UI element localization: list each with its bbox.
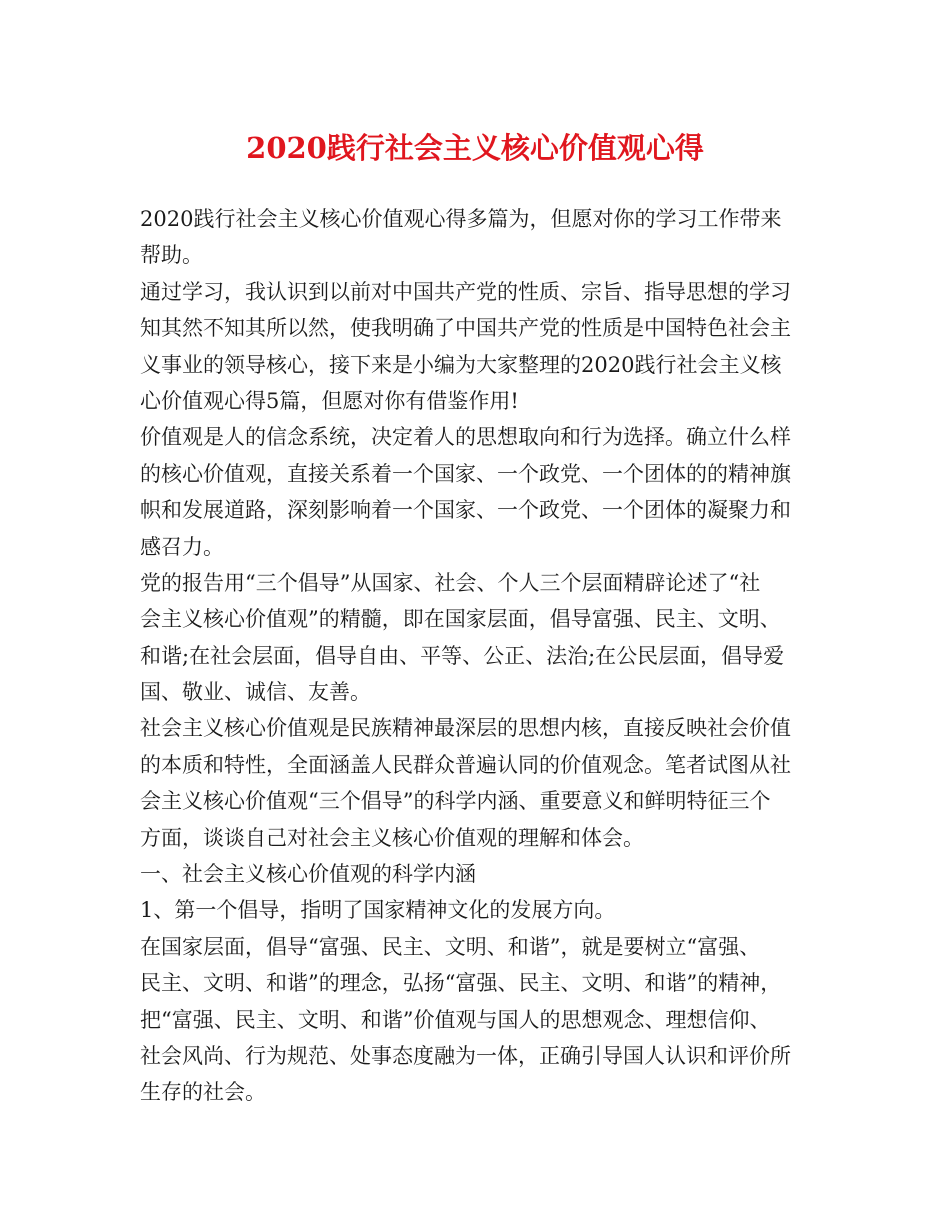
text-line: 会主义核心价值观“三个倡导”的科学内涵、重要意义和鲜明特征三个 <box>140 789 771 814</box>
text-line: 知其然不知其所以然，使我明确了中国共产党的性质是中国特色社会主 <box>140 316 791 341</box>
text-line: 感召力。 <box>140 534 224 559</box>
text-line: 社会风尚、行为规范、处事态度融为一体，正确引导国人认识和评价所 <box>140 1043 791 1068</box>
text-line: 义事业的领导核心，接下来是小编为大家整理的2020践行社会主义核 <box>140 352 782 377</box>
text-line: 把“富强、民主、文明、和谐”价值观与国人的思想观念、理想信仰、 <box>140 1007 771 1032</box>
text-line: 和谐;在社会层面，倡导自由、平等、公正、法治;在公民层面，倡导爱 <box>140 643 785 668</box>
text-line: 的核心价值观，直接关系着一个国家、一个政党、一个团体的的精神旗 <box>140 461 791 486</box>
text-line: 帮助。 <box>140 243 203 268</box>
document-title: 2020践行社会主义核心价值观心得 <box>246 131 704 165</box>
text-line: 心价值观心得5篇，但愿对你有借鉴作用! <box>140 388 519 413</box>
text-line: 帜和发展道路，深刻影响着一个国家、一个政党、一个团体的凝聚力和 <box>140 498 791 523</box>
text-line: 国、敬业、诚信、友善。 <box>140 680 371 705</box>
text-line: 方面，谈谈自己对社会主义核心价值观的理解和体会。 <box>140 825 644 850</box>
text-line: 党的报告用“三个倡导”从国家、社会、个人三个层面精辟论述了“社 <box>140 570 761 595</box>
section-heading: 一、社会主义核心价值观的科学内涵 <box>140 862 476 887</box>
text-line: 通过学习，我认识到以前对中国共产党的性质、宗旨、指导思想的学习 <box>140 279 791 304</box>
text-line: 价值观是人的信念系统，决定着人的思想取向和行为选择。确立什么样 <box>140 425 791 450</box>
document-body <box>140 201 820 1111</box>
text-line: 在国家层面，倡导“富强、民主、文明、和谐”，就是要树立“富强、 <box>140 934 761 959</box>
text-line: 生存的社会。 <box>140 1080 266 1105</box>
text-line: 民主、文明、和谐”的理念，弘扬“富强、民主、文明、和谐”的精神， <box>140 971 782 996</box>
text-line: 的本质和特性，全面涵盖人民群众普遍认同的价值观念。笔者试图从社 <box>140 752 791 777</box>
text-line: 2020践行社会主义核心价值观心得多篇为，但愿对你的学习工作带来 <box>140 207 782 231</box>
subsection-heading: 1、第一个倡导，指明了国家精神文化的发展方向。 <box>140 898 616 923</box>
text-line: 社会主义核心价值观是民族精神最深层的思想内核，直接反映社会价值 <box>140 716 791 741</box>
text-line: 会主义核心价值观”的精髓，即在国家层面，倡导富强、民主、文明、 <box>140 607 781 632</box>
